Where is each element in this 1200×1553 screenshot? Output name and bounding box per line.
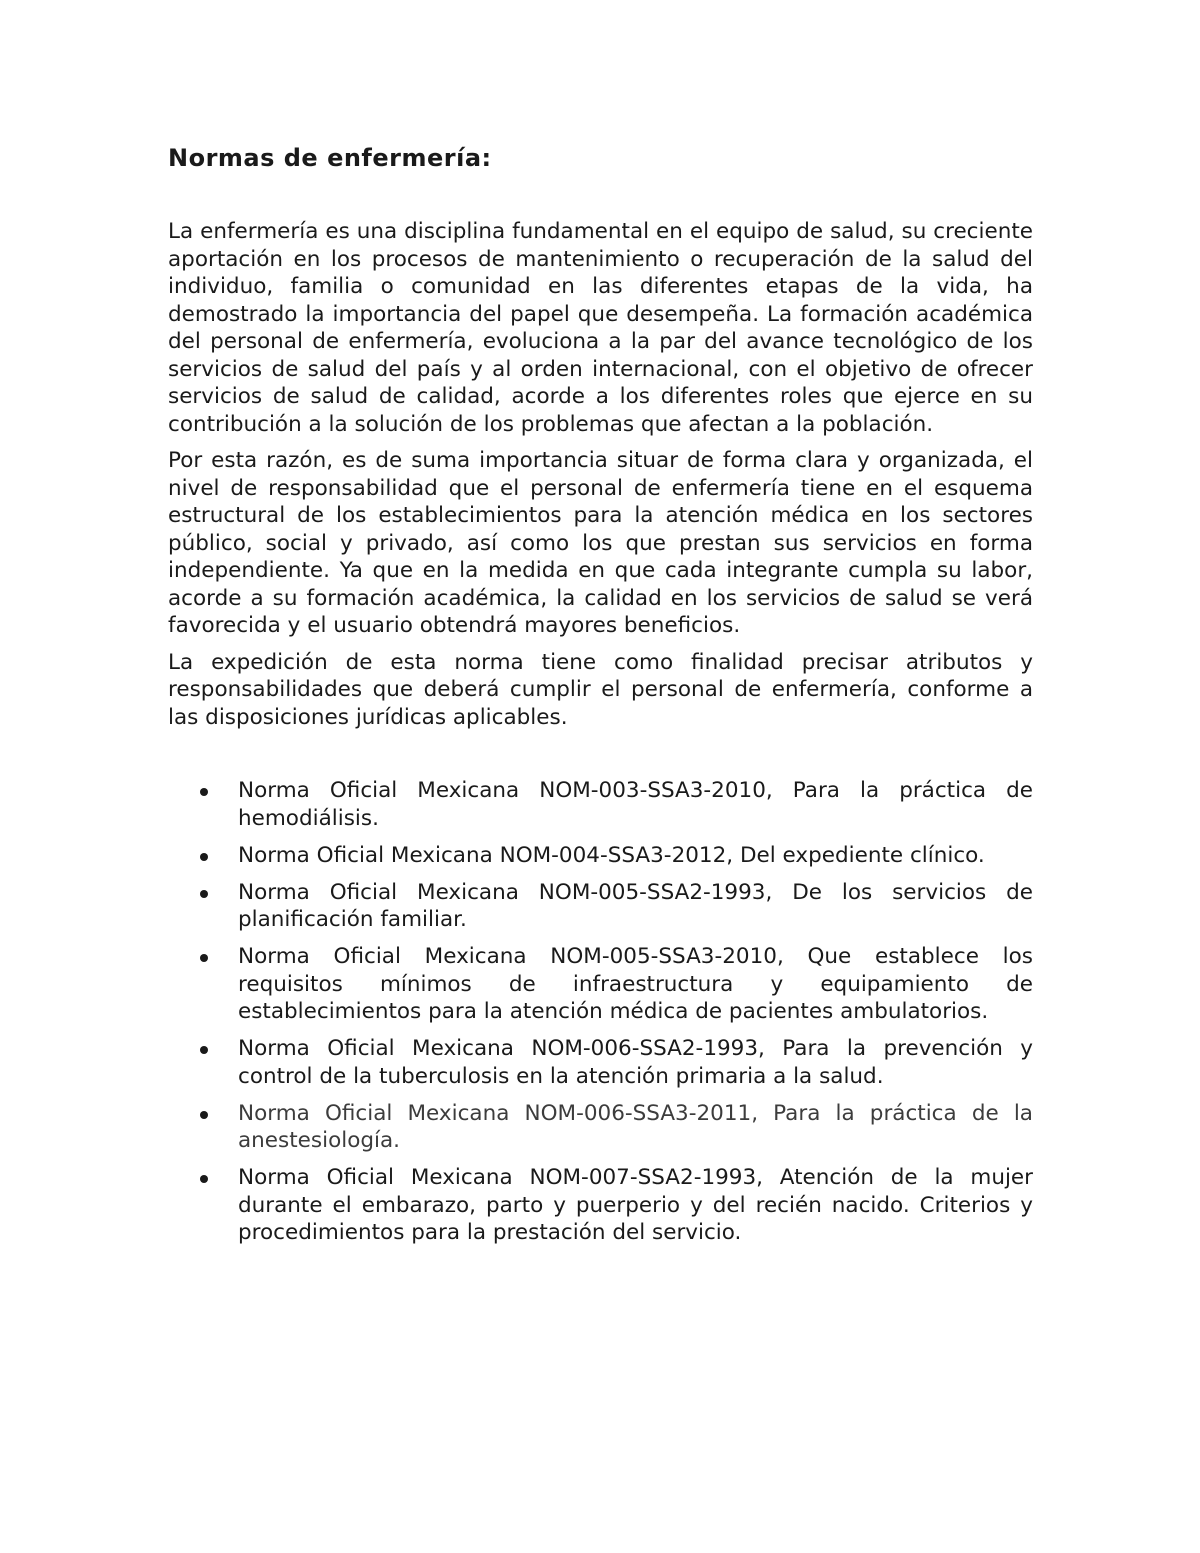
norm-text: Norma Oficial Mexicana NOM-004-SSA3-2012, Del expediente clínico. — [238, 842, 985, 868]
bullet-icon — [200, 853, 208, 861]
norm-text: Norma Oficial Mexicana NOM-005-SSA3-2010, Que establece los requisitos mínimos de infraestructura y equipamiento de establecimientos para la atención médica de pacientes ambulatorios. — [238, 944, 1033, 1024]
norm-text: Norma Oficial Mexicana NOM-006-SSA2-1993, Para la prevención y control de la tuberculosis en la atención primaria a la salud. — [238, 1036, 1033, 1089]
paragraph-responsibility: Por esta razón, es de suma importancia situar de forma clara y organizada, el nivel de responsabilidad que el personal de enfermería tiene en el esquema estructural de los establecimientos para la atención médica en los sectores público, social y privado, así como los que prestan sus servicios en forma independiente. Ya que en la medida en que cada integrante cumpla su labor, acorde a su formación académica, la calidad en los servicios de salud se verá favorecida y el usuario obtendrá mayores beneficios. — [168, 448, 1033, 638]
bullet-icon — [200, 1046, 208, 1054]
paragraph-intro: La enfermería es una disciplina fundamental en el equipo de salud, su creciente aportación en los procesos de mantenimiento o recuperación de la salud del individuo, familia o comunidad en las diferentes etapas de la vida, ha demostrado la importancia del papel que desempeña. La formación académica del personal de enfermería, evoluciona a la par del avance tecnológico de los servicios de salud del país y al orden internacional, con el objetivo de ofrecer servicios de salud de calidad, acorde a los diferentes roles que ejerce en su contribución a la solución de los problemas que afectan a la población. — [168, 219, 1033, 437]
norm-text: Norma Oficial Mexicana NOM-005-SSA2-1993, De los servicios de planificación familiar. — [238, 879, 1033, 932]
bullet-icon — [200, 954, 208, 962]
list-item — [168, 777, 1033, 832]
list-item — [168, 842, 1033, 870]
norm-text: Norma Oficial Mexicana NOM-006-SSA3-2011, Para la práctica de la anestesiología. — [238, 1100, 1033, 1153]
list-item — [168, 1164, 1033, 1247]
list-item — [168, 1100, 1033, 1155]
bullet-icon — [200, 890, 208, 898]
document-body — [168, 140, 1033, 1256]
paragraph-purpose: La expedición de esta norma tiene como finalidad precisar atributos y responsabilidades que deberá cumplir el personal de enfermería, conforme a las disposiciones jurídicas aplicables. — [168, 649, 1033, 730]
list-item — [168, 1035, 1033, 1090]
bullet-icon — [200, 1111, 208, 1119]
norms-list — [168, 777, 1033, 1247]
list-item — [168, 943, 1033, 1026]
norm-text: Norma Oficial Mexicana NOM-007-SSA2-1993, Atención de la mujer durante el embarazo, parto y puerperio y del recién nacido. Criterios y procedimientos para la prestación del servicio. — [238, 1165, 1033, 1245]
document-title: Normas de enfermería: — [168, 144, 492, 172]
norm-text: Norma Oficial Mexicana NOM-003-SSA3-2010, Para la práctica de hemodiálisis. — [238, 778, 1033, 831]
bullet-icon — [200, 788, 208, 796]
bullet-icon — [200, 1175, 208, 1183]
list-item — [168, 879, 1033, 934]
